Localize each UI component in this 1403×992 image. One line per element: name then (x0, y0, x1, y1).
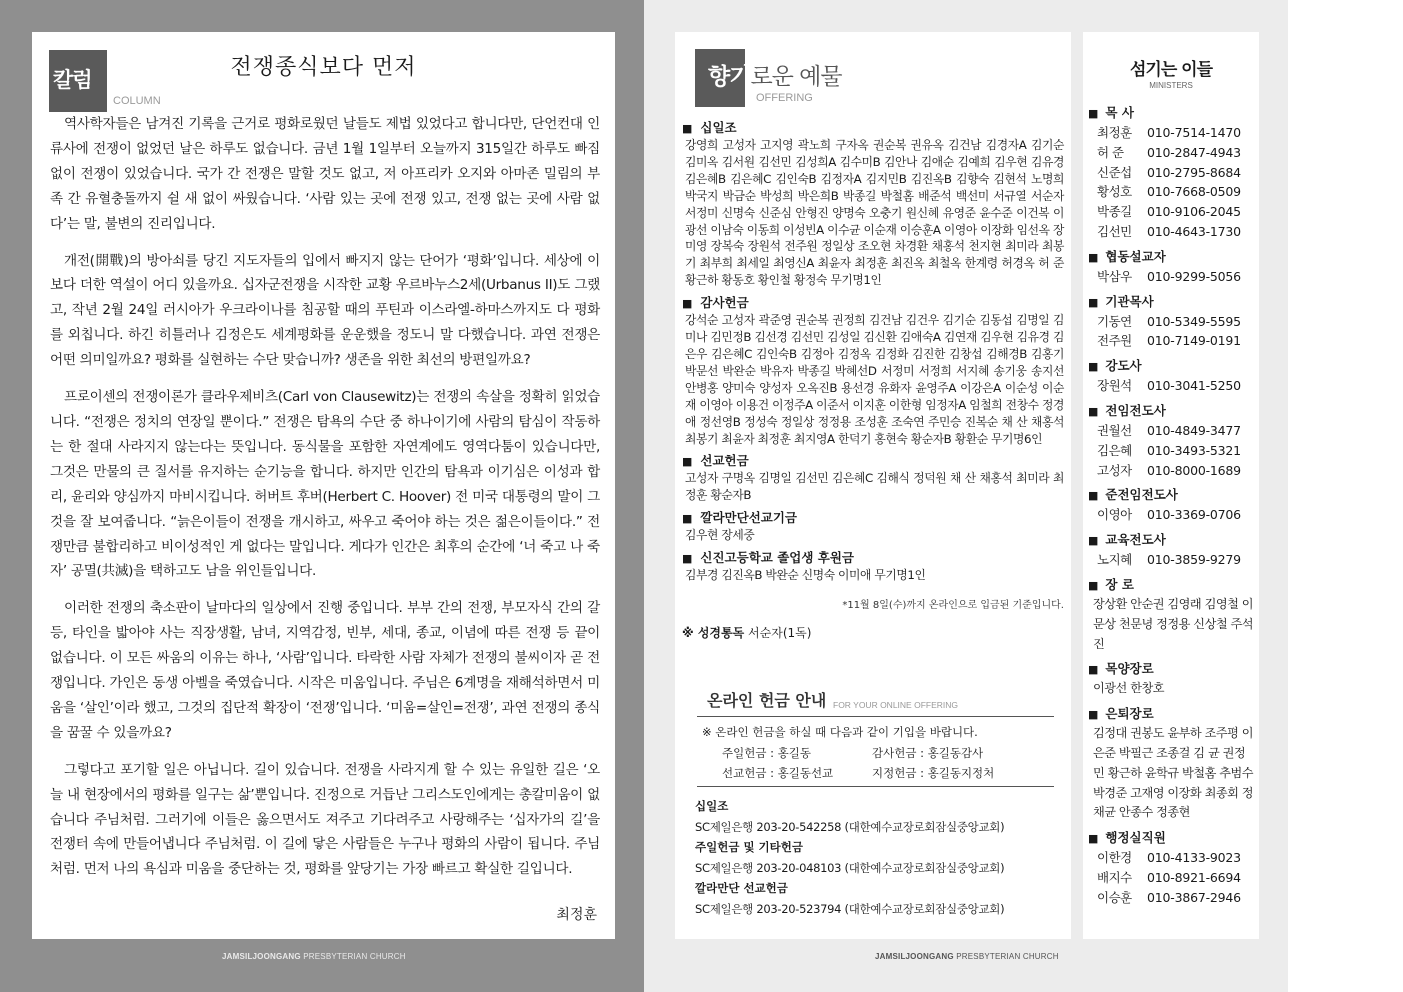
offering-section-heading: ■ 감사헌금 (682, 294, 1064, 312)
minister-row (1088, 182, 1256, 202)
column-title: 전쟁종식보다 먼저 (230, 55, 417, 80)
minister-phone: 010-7514-1470 (1147, 125, 1241, 140)
column-badge-sub: COLUMN (113, 95, 161, 107)
minister-row (1088, 550, 1256, 570)
minister-row (1088, 888, 1256, 908)
offering-panel (675, 32, 1071, 939)
bible-reading (682, 624, 1064, 641)
minister-phone: 010-4849-3477 (1147, 422, 1241, 438)
minister-row (1088, 202, 1256, 222)
example-item: 감사헌금 : 홍길동감사 (872, 746, 984, 760)
minister-group-heading: ■ 목 사 (1088, 104, 1256, 123)
offering-section-heading: ■ 깔라만단선교기금 (682, 509, 1064, 527)
minister-group-heading: ■ 장 로 (1088, 576, 1256, 595)
minister-row (1088, 376, 1256, 396)
column-paragraph: 프로이센의 전쟁이론가 클라우제비츠(Carl von Clausewitz)는 전쟁의 속살을 정확히 읽었습니다. “전쟁은 정치의 연장일 뿐이다.” 전쟁은 탐욕의 수단 중 하나이기에 사람의 탐심이 작동하는 한 절대 사라지지 않는다는 뜻입니다. 동식물을 포함한 자연계에도 영역다툼이 있습니다만, 그것은 만물의 큰 질서를 유지하는 순기능을 합니다. 하지만 인간의 탐욕과 이기심은 이성과 합리, 윤리와 양심까지 마비시킵니다. 허버트 후버(Herbert C. Hoover) 전 미국 대통령의 말이 그것을 잘 보여줍니다. “늙은이들이 전쟁을 개시하고, 싸우고 죽어야 하는 것은 젊은이들이다.” 전쟁만큼 불합리하고 비이성적인 게 없다는 말입니다. 게다가 인간은 최후의 순간에 ‘너 죽고 나 죽자’ 공멸(共滅)을 택하고도 남을 위인들입니다. (50, 389, 600, 580)
column-paragraph: 역사학자들은 남겨진 기록을 근거로 평화로웠던 날들도 제법 있었다고 합니다만, 단언컨대 인류사에 전쟁이 없었던 날은 하루도 없습니다. 금년 1월 1일부터 오늘까지 315일간 하루도 빠짐없이 전쟁이 있었습니다. 국가 간 전쟁은 말할 것도 없고, 저 아프리카 오지와 아마존 밀림의 부족 간 유혈충돌까지 쉴 새 없이 싸웠습니다. ‘사람 있는 곳에 전쟁 있고, 전쟁 없는 곳에 사람 없다’는 말, 불변의 진리입니다. (50, 116, 600, 232)
minister-row (1088, 421, 1256, 441)
minister-name: 장원석 (1097, 378, 1132, 394)
minister-row (1088, 441, 1256, 461)
online-offering-note: ※ 온라인 헌금을 하실 때 다음과 같이 기입을 바랍니다. (702, 725, 978, 739)
minister-group-heading: ■ 기관목사 (1088, 293, 1256, 312)
minister-name: 배지수 (1097, 869, 1132, 885)
example-item: 선교헌금 : 홍길동선교 (722, 766, 834, 780)
footer-church-rest: PRESBYTERIAN CHURCH (953, 952, 1059, 961)
column-paragraph: 그렇다고 포기할 일은 아닙니다. 길이 있습니다. 전쟁을 사라지게 할 수 있는 유일한 길은 ‘오늘 내 현장에서의 평화를 일구는 삶’뿐입니다. 진정으로 거듭난 그리스도인에게는 총칼미움이 없습니다 주님처럼. 그러기에 이들은 옳으면서도 져주고 기다려주고 사랑해주는 ‘십자가의 길’을 전쟁터 속에 만들어냅니다 주님처럼. 이 길에 닿은 사람들은 누구나 평화의 사람이 됩니다. 주님처럼. 먼저 나의 욕심과 미움을 중단하는 것, 평화를 앞당기는 가장 빠르고 확실한 길입니다. (50, 761, 600, 878)
example-row (722, 743, 1022, 763)
footer-church-rest: PRESBYTERIAN CHURCH (300, 952, 406, 961)
column-paragraph: 이러한 전쟁의 축소판이 날마다의 일상에서 진행 중입니다. 부부 간의 전쟁, 부모자식 간의 갈등, 타인을 밟아야 사는 직장생활, 남녀, 지역감정, 빈부, 세대, 종교, 이념에 따른 전쟁 등 끝이 없습니다. 이 모든 싸움의 이유는 하나, ‘사람’입니다. 타락한 사람 자체가 전쟁의 불씨이자 곧 전쟁입니다. 가인은 동생 아벨을 죽였습니다. 시작은 미움입니다. 주님은 6계명을 재해석하면서 미움을 ‘살인’이라 했고, 그것의 집단적 확장이 ‘전쟁’입니다. ‘미움=살인=전쟁’, 과연 전쟁의 종식을 꿈꿀 수 있을까요? (50, 600, 600, 741)
example-item: 주일헌금 : 홍길동 (722, 746, 811, 760)
left-footer (222, 952, 406, 961)
minister-phone: 010-9106-2045 (1147, 204, 1241, 220)
divider (697, 786, 1054, 787)
divider (697, 716, 1054, 717)
minister-row (1088, 267, 1256, 287)
minister-phone: 010-3493-5321 (1147, 442, 1241, 458)
bank-accounts (695, 796, 1004, 920)
minister-group-heading: ■ 목양장로 (1088, 660, 1256, 679)
account-label: 십일조 (695, 799, 729, 813)
offering-title-a: 향기 (708, 64, 751, 90)
minister-phone: 010-3041-5250 (1147, 378, 1241, 394)
margin-area (1288, 0, 1403, 992)
ministers-body (1088, 98, 1256, 908)
ministers-panel (1083, 32, 1259, 939)
offering-section-names: 강영희 고성자 고지영 곽노희 구자옥 권순복 권유옥 김건남 김경자A 김기순 김미옥 김서원 김선민 김성희A 김수미B 김안나 김애순 김예희 김우현 김유경 김은혜B 김은혜C 김인숙B 김정자A 김지민B 김진옥B 김향숙 김현석 노명희 박국지 박금순 박성희 박은희B 박종길 박철홈 배준석 백선미 서규열 서순자 서정미 신명숙 신준심 안형진 양명숙 오충기 원신혜 유영준 윤수준 이건복 이광선 이남숙 이동희 이성빈A 이수균 이순재 이승훈A 이영아 이장화 임선옥 장미영 장복숙 장원석 전주원 정일상 조오현 차경환 채홍석 천지현 최미라 최봉기 최부희 최세일 최영신A 최윤자 최정훈 최진옥 최철옥 한계령 허경옥 허 준 황근하 황동호 황인철 황정숙 무기명1인 (685, 138, 1064, 288)
right-footer (875, 952, 1059, 961)
minister-group-heading: ■ 강도사 (1088, 357, 1256, 376)
offering-section-heading: ■ 신진고등학교 졸업생 후원금 (682, 549, 1064, 567)
bible-reading-label: ※ 성경통독 (682, 626, 745, 641)
minister-name: 이한경 (1097, 850, 1132, 866)
column-author: 최정훈 (556, 907, 597, 923)
footer-church-bold: JAMSILJOONGANG (875, 952, 954, 961)
minister-row (1088, 222, 1256, 242)
minister-group-heading: ■ 전임전도사 (1088, 402, 1256, 421)
minister-row (1088, 331, 1256, 351)
minister-phone: 010-7149-0191 (1147, 333, 1241, 349)
minister-phone: 010-8921-6694 (1147, 869, 1241, 885)
elder-names: 장상환 안순권 김영래 김영철 이문상 천문녕 정정용 신상철 주석진 (1093, 596, 1254, 651)
minister-phone: 010-3859-9279 (1147, 552, 1241, 568)
minister-row (1088, 848, 1256, 868)
minister-phone: 010-7668-0509 (1147, 184, 1241, 200)
account-label: 주일헌금 및 기타헌금 (695, 840, 803, 855)
ministers-title: 섬기는 이들 (1129, 60, 1213, 80)
account-number: SC제일은행 203-20-542258 (대한예수교장로회잠실중앙교회) (695, 819, 1005, 834)
minister-name: 전주원 (1097, 333, 1132, 349)
minister-name: 박삼우 (1097, 268, 1132, 284)
minister-row (1088, 312, 1256, 332)
bible-reading-name: 서순자(1독) (748, 626, 812, 641)
offering-body (682, 114, 1064, 641)
ministers-sub: MINISTERS (1149, 81, 1193, 90)
account-number: SC제일은행 203-20-048103 (대한예수교장로회잠실중앙교회) (695, 860, 1005, 875)
minister-name: 김은혜 (1097, 442, 1132, 458)
footer-church-bold: JAMSILJOONGANG (222, 952, 301, 961)
offering-title (708, 58, 842, 91)
offering-title-b: 로운 예물 (750, 64, 842, 90)
offering-section-heading: ■ 선교헌금 (682, 452, 1064, 470)
minister-name: 박종길 (1097, 204, 1132, 220)
elder-names: 김정대 권봉도 윤부하 조주평 이은준 박필근 조종걸 김 균 권정민 황근하 윤학규 박철홈 추범수 박경준 고재영 이장화 최종회 정채균 안종수 정종현 (1093, 726, 1254, 820)
minister-name: 고성자 (1097, 462, 1132, 478)
minister-row (1088, 461, 1256, 481)
minister-phone: 010-5349-5595 (1147, 313, 1241, 329)
minister-phone: 010-8000-1689 (1147, 462, 1241, 478)
minister-group-heading: ■ 행정실직원 (1088, 829, 1256, 848)
offering-section-names: 고성자 구명옥 김명일 김선민 김은혜C 김해식 정덕원 채 산 채홍석 최미라 최정훈 황순자B (685, 471, 1064, 503)
offering-section-heading: ■ 십일조 (682, 119, 1064, 137)
minister-name: 기동연 (1097, 313, 1132, 329)
minister-name: 이영아 (1097, 507, 1132, 523)
example-item: 지정헌금 : 홍길동지정처 (872, 766, 995, 780)
minister-group-heading: ■ 협동설교자 (1088, 248, 1256, 267)
offering-sub: OFFERING (756, 92, 813, 104)
column-body (50, 112, 600, 894)
minister-phone: 010-4133-9023 (1147, 850, 1241, 866)
minister-phone: 010-2847-4943 (1147, 144, 1241, 160)
offering-note: *11월 8일(수)까지 온라인으로 입금된 기준입니다. (842, 600, 1064, 612)
column-badge: 칼럼 (49, 50, 107, 112)
minister-name: 신준섭 (1097, 164, 1132, 180)
online-offering-examples (722, 743, 1022, 783)
minister-row (1088, 143, 1256, 163)
minister-phone: 010-3369-0706 (1147, 507, 1241, 523)
offering-section-names: 김우현 장세중 (685, 528, 755, 543)
minister-row (1088, 868, 1256, 888)
minister-name: 최정훈 (1097, 125, 1132, 140)
elder-names: 이광선 한창호 (1093, 681, 1165, 696)
minister-group-heading: ■ 교육전도사 (1088, 531, 1256, 550)
minister-phone: 010-9299-5056 (1147, 268, 1241, 284)
minister-name: 노지혜 (1097, 552, 1132, 568)
minister-phone: 010-4643-1730 (1147, 223, 1241, 239)
minister-row (1088, 505, 1256, 525)
column-panel (32, 32, 615, 939)
offering-section-names: 김부경 김진옥B 박완순 신명숙 이미애 무기명1인 (685, 568, 926, 583)
account-number: SC제일은행 203-20-523794 (대한예수교장로회잠실중앙교회) (695, 901, 1005, 916)
offering-section-names: 강석순 고성자 곽준영 권순복 권정희 김건남 김건우 김기순 김동섭 김명일 김미나 김민정B 김선경 김선민 김성일 김신환 김애숙A 김연재 김우현 김유경 김은우 김은혜C 김인숙B 김정아 김정옥 김정화 김진한 김창섭 김해경B 김홍기 박문선 박완순 박유자 박종길 박혜선D 서정미 서정희 서지혜 송기웅 송지선 안병홍 양미숙 양성자 오옥진B 용선경 유화자 윤영주A 이강은A 이순성 이순재 이영아 이용건 이정주A 이준서 이지훈 이한형 임정자A 임철희 전창수 정경애 정선영B 정성숙 정일상 정정용 조성훈 조숙연 주민승 진복순 채 산 채홍석 최봉기 최윤자 최정훈 최지영A 한덕기 홍현숙 황순자B 황환순 무기명6인 (685, 313, 1064, 446)
account-label: 깔라만단 선교헌금 (695, 881, 788, 896)
minister-row (1088, 163, 1256, 183)
online-offering-sub: FOR YOUR ONLINE OFFERING (833, 700, 958, 710)
minister-name: 황성호 (1097, 184, 1132, 200)
minister-name: 김선민 (1097, 223, 1132, 239)
minister-phone: 010-3867-2946 (1147, 889, 1241, 905)
minister-row (1088, 123, 1256, 143)
minister-group-heading: ■ 준전임전도사 (1088, 486, 1256, 505)
minister-phone: 010-2795-8684 (1147, 164, 1241, 180)
example-row (722, 763, 1022, 783)
minister-name: 권월선 (1097, 422, 1132, 438)
column-paragraph: 개전(開戰)의 방아쇠를 당긴 지도자들의 입에서 빠지지 않는 단어가 ‘평화’입니다. 세상에 이보다 더한 역설이 어디 있을까요. 십자군전쟁을 시작한 교황 우르바누스2세(Urbanus II)도 그랬고, 작년 2월 24일 러시아가 우크라이나를 침공할 때의 푸틴과 이스라엘-하마스까지도 다 평화를 외칩니다. 하긴 히틀러나 김정은도 세계평화를 운운했을 정도니 말 다했습니다. 과연 전쟁은 어떤 의미일까요? 평화를 실현하는 수단 맞습니까? 생존을 위한 최선의 방편일까요? (50, 252, 600, 369)
minister-name: 이승훈 (1097, 889, 1132, 905)
minister-name: 허 준 (1097, 144, 1124, 160)
online-offering-title: 온라인 헌금 안내 (707, 691, 827, 710)
minister-group-heading: ■ 은퇴장로 (1088, 705, 1256, 724)
